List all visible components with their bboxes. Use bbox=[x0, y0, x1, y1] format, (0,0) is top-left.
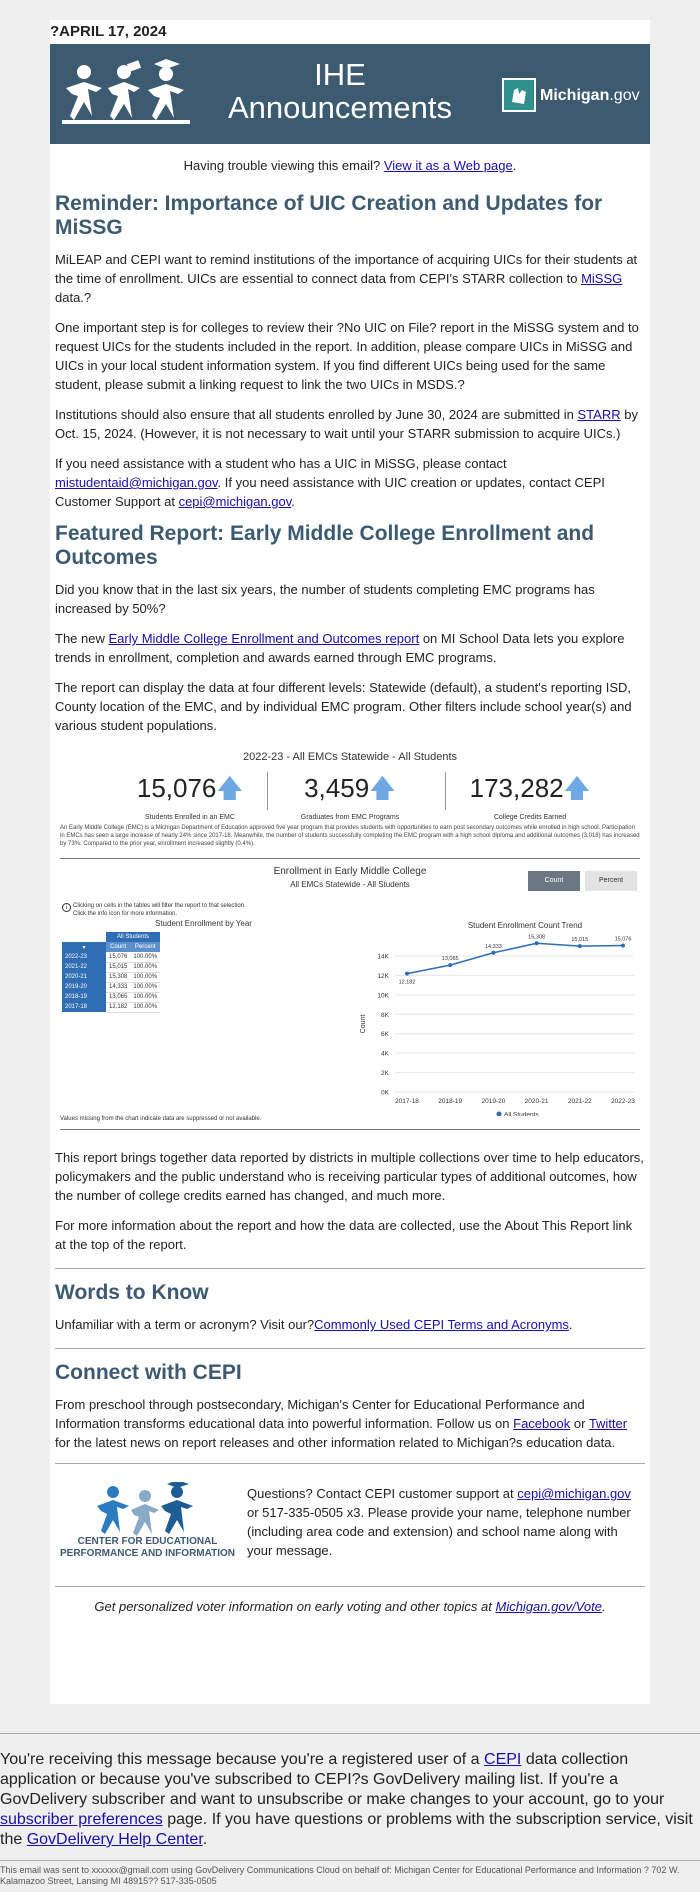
row-year: 2022-23 bbox=[62, 952, 106, 962]
kpi-graduates: 3,459🡅 Graduates from EMC Programs bbox=[300, 773, 400, 821]
y-tick-label: 0K bbox=[381, 1089, 389, 1097]
y-tick-label: 12K bbox=[377, 972, 389, 980]
footer-small-print: This email was sent to xxxxxx@gmail.com using GovDelivery Communications Cloud on behalf of: Michigan Center for Educational Performance and Information ? 702 W. Kalamazoo Street, Lansing MI 48915?? 517-335-0505 bbox=[0, 1865, 680, 1886]
legend-label: All Students bbox=[504, 1111, 539, 1116]
report-footnote: Values missing from the chart indicate data are suppressed or not available. bbox=[60, 1116, 262, 1122]
facebook-link[interactable]: Facebook bbox=[513, 1416, 571, 1431]
email-date: ?APRIL 17, 2024 bbox=[50, 23, 167, 40]
data-point bbox=[578, 944, 582, 948]
x-tick-label: 2021-22 bbox=[567, 1098, 592, 1105]
x-tick-label: 2018-19 bbox=[438, 1098, 463, 1105]
row-year: 2017-18 bbox=[62, 1002, 106, 1012]
table-row[interactable] bbox=[62, 972, 160, 982]
report-subsubtitle: All EMCs Statewide - All Students bbox=[290, 880, 410, 889]
row-percent: 100.00% bbox=[130, 962, 160, 972]
terms-link[interactable]: Commonly Used CEPI Terms and Acronyms bbox=[314, 1317, 569, 1332]
row-count: 15,308 bbox=[106, 972, 130, 982]
emc-report-link[interactable]: Early Middle College Enrollment and Outcomes report bbox=[108, 631, 420, 646]
info-icon[interactable]: i bbox=[62, 903, 71, 912]
y-tick-label: 14K bbox=[377, 953, 389, 961]
row-percent: 100.00% bbox=[130, 1002, 160, 1012]
banner-title-line2: Announcements bbox=[227, 90, 453, 125]
row-percent: 100.00% bbox=[130, 992, 160, 1002]
count-toggle-button[interactable]: Count bbox=[528, 871, 580, 891]
banner-title-line1: IHE bbox=[314, 57, 366, 92]
percent-toggle-button[interactable]: Percent bbox=[585, 871, 637, 891]
report-subtitle: Enrollment in Early Middle College bbox=[273, 866, 427, 877]
starr-link[interactable]: STARR bbox=[577, 407, 621, 422]
main-content bbox=[55, 192, 645, 1614]
data-label: 15,015 bbox=[571, 937, 589, 944]
report-description: An Early Middle College (EMC) is a Michigan Department of Education approved five year program that provides students with opportunities to earn post secondary outcomes while enrolled in high school. Participation in EMCs has seen a large increase of nearly 24% since 2017-18. Meanwhile, the number of students successfully completing the EMC program with a high school diploma and additional outcomes (3,018) has increased by 73%. Compared to the prior year, enrollment increased slightly (0.4%). bbox=[60, 825, 640, 847]
table-title: Student Enrollment by Year bbox=[155, 919, 252, 928]
trouble-viewing: Having trouble viewing this email? View it as a Web page. bbox=[183, 158, 517, 173]
divider bbox=[0, 1733, 700, 1734]
divider bbox=[55, 1268, 645, 1269]
mistudentaid-email-link[interactable]: mistudentaid@michigan.gov bbox=[55, 475, 218, 490]
web-page-link[interactable]: View it as a Web page bbox=[383, 158, 513, 173]
data-label: 15,076 bbox=[614, 936, 632, 943]
michigan-gov-text: Michigan.gov bbox=[540, 87, 640, 104]
row-count: 15,076 bbox=[106, 952, 130, 962]
data-point bbox=[535, 941, 539, 945]
data-point bbox=[448, 963, 452, 967]
report-title: 2022-23 - All EMCs Statewide - All Students bbox=[243, 751, 457, 763]
support-email-link[interactable]: cepi@michigan.gov bbox=[517, 1486, 631, 1501]
x-tick-label: 2020-21 bbox=[524, 1098, 549, 1105]
enrollment-trend-chart bbox=[353, 916, 645, 1116]
data-label: 14,333 bbox=[484, 943, 502, 950]
data-point bbox=[491, 951, 495, 955]
up-arrow-icon: 🡅 bbox=[369, 773, 396, 803]
legend-marker bbox=[497, 1112, 502, 1117]
series-line bbox=[407, 943, 623, 973]
uic-paragraph-1: MiLEAP and CEPI want to remind institutions of the importance of acquiring UICs for their students at the time of enrollment. UICs are essential to connect data from CEPI's STARR collection to MiSSG data.? bbox=[55, 252, 638, 305]
row-percent: 100.00% bbox=[130, 972, 160, 982]
emc-paragraph-5: For more information about the report and how the data are collected, use the About This Report link at the top of the report. bbox=[55, 1218, 633, 1252]
kpi-credits: 173,282🡅 College Credits Earned bbox=[469, 773, 591, 821]
col-count: Count bbox=[106, 942, 130, 952]
report-note: Clicking on cells in the tables will filter the report to that selection. Click the info icon for more information. bbox=[73, 903, 246, 917]
header-banner bbox=[50, 44, 650, 144]
y-axis-label: Count bbox=[360, 1014, 367, 1034]
row-year: 2020-21 bbox=[62, 972, 106, 982]
missg-link[interactable]: MiSSG bbox=[581, 271, 623, 286]
emc-paragraph-3: The report can display the data at four different levels: Statewide (default), a student's reporting ISD, County location of the EMC, and by individual EMC program. Other filters include school year(s) and various student populations. bbox=[55, 680, 632, 733]
table-row[interactable] bbox=[62, 962, 160, 972]
cepi-logo-text: CENTER FOR EDUCATIONAL PERFORMANCE AND INFORMATION bbox=[60, 1536, 235, 1559]
emc-paragraph-2: The new Early Middle College Enrollment and Outcomes report on MI School Data lets you explore trends in enrollment, completion and awards earned through EMC programs. bbox=[55, 631, 625, 665]
twitter-link[interactable]: Twitter bbox=[588, 1416, 628, 1431]
emc-report-image bbox=[55, 746, 645, 1136]
y-tick-label: 6K bbox=[381, 1031, 389, 1039]
x-tick-label: 2017-18 bbox=[395, 1098, 419, 1105]
row-year: 2021-22 bbox=[62, 962, 106, 972]
data-label: 12,182 bbox=[398, 979, 416, 986]
y-tick-label: 8K bbox=[381, 1011, 389, 1019]
x-tick-label: 2022-23 bbox=[611, 1098, 635, 1105]
students-logo-icon bbox=[62, 58, 192, 130]
x-tick-label: 2019-20 bbox=[481, 1098, 506, 1105]
uic-paragraph-2: One important step is for colleges to review their ?No UIC on File? report in the MiSSG system and to request UICs for the students included in the report. In addition, please compare UICs in MiSSG and UICs in your local student information system. If you find different UICs being used for the same student, please submit a linking request to link the two UICs in MSDS.? bbox=[55, 320, 639, 392]
row-count: 13,065 bbox=[106, 992, 130, 1002]
divider bbox=[55, 1586, 645, 1587]
divider bbox=[55, 1463, 645, 1464]
row-percent: 100.00% bbox=[130, 982, 160, 992]
footer-cepi-link[interactable]: CEPI bbox=[484, 1751, 522, 1768]
chart-svg bbox=[353, 916, 645, 1116]
uic-paragraph-4: If you need assistance with a student who has a UIC in MiSSG, please contact mistudentaid@michigan.gov. If you need assistance with UIC creation or updates, contact CEPI Customer Support at cepi@michigan.gov. bbox=[55, 456, 605, 509]
words-paragraph: Unfamiliar with a term or acronym? Visit our?Commonly Used CEPI Terms and Acronyms. bbox=[55, 1317, 573, 1332]
divider bbox=[0, 1860, 700, 1861]
footer-notice: You're receiving this message because you're a registered user of a CEPI data collection application or because you've subscribed to CEPI?s GovDelivery mailing list. If you're a GovDelivery subscriber and want to unsubscribe or make changes to your account, go to your subscriber preferences page. If you have questions or problems with the subscription service, visit the GovDelivery Help Center. bbox=[0, 1751, 693, 1848]
govdelivery-help-link[interactable]: GovDelivery Help Center bbox=[26, 1831, 203, 1848]
data-label: 15,308 bbox=[528, 934, 546, 941]
sort-icon[interactable]: ▾ bbox=[62, 942, 106, 952]
row-year: 2019-20 bbox=[62, 982, 106, 992]
banner-title bbox=[215, 58, 465, 124]
contact-block bbox=[55, 1476, 645, 1586]
email-body bbox=[50, 20, 650, 1704]
divider bbox=[60, 858, 640, 859]
y-tick-label: 10K bbox=[377, 992, 389, 1000]
divider bbox=[55, 1348, 645, 1349]
data-label: 13,065 bbox=[441, 956, 459, 963]
row-count: 14,333 bbox=[106, 982, 130, 992]
emc-heading: Featured Report: Early Middle College Enrollment and Outcomes bbox=[55, 522, 595, 569]
table-group-header: All Students bbox=[106, 932, 160, 942]
row-count: 15,015 bbox=[106, 962, 130, 972]
kpi-enrolled: 15,076🡅 Students Enrolled in an EMC bbox=[136, 773, 244, 821]
cepi-logo bbox=[55, 1476, 240, 1571]
col-percent: Percent bbox=[130, 942, 160, 952]
subscriber-preferences-link[interactable]: subscriber preferences bbox=[0, 1811, 163, 1828]
divider bbox=[60, 1129, 640, 1130]
table-row[interactable] bbox=[62, 992, 160, 1002]
michigan-map-icon bbox=[502, 78, 536, 112]
row-year: 2018-19 bbox=[62, 992, 106, 1002]
row-percent: 100.00% bbox=[130, 952, 160, 962]
connect-heading: Connect with CEPI bbox=[55, 1361, 242, 1384]
uic-heading: Reminder: Importance of UIC Creation and Updates for MiSSG bbox=[55, 192, 603, 239]
y-tick-label: 4K bbox=[381, 1050, 389, 1058]
row-count: 12,182 bbox=[106, 1002, 130, 1012]
table-row[interactable] bbox=[62, 982, 160, 992]
vote-link[interactable]: Michigan.gov/Vote bbox=[495, 1599, 602, 1614]
vote-notice: Get personalized voter information on early voting and other topics at Michigan.gov/Vote. bbox=[94, 1599, 606, 1614]
table-row[interactable] bbox=[62, 1002, 160, 1012]
michigan-gov-logo[interactable] bbox=[502, 78, 640, 112]
enrollment-table bbox=[62, 932, 160, 1013]
connect-paragraph: From preschool through postsecondary, Michigan's Center for Educational Performance and Information transforms educational data into powerful information. Follow us on Facebook or Twitter for the latest news on report releases and other information related to Michigan?s education data. bbox=[55, 1397, 628, 1450]
data-point bbox=[621, 944, 625, 948]
data-point bbox=[405, 972, 409, 976]
cepi-email-link[interactable]: cepi@michigan.gov bbox=[178, 494, 292, 509]
up-arrow-icon: 🡅 bbox=[563, 773, 591, 803]
emc-paragraph-4: This report brings together data reported by districts in multiple collections over time to help educators, policymakers and the public understand who is receiving particular types of additional outcomes, how the number of college credits earned has changed, and much more. bbox=[55, 1150, 644, 1203]
contact-text: Questions? Contact CEPI customer support at cepi@michigan.gov or 517-335-0505 x3. Please provide your name, telephone number (including area code and extension) and school name along with your message. bbox=[247, 1486, 631, 1558]
up-arrow-icon: 🡅 bbox=[216, 773, 244, 803]
chart-title: Student Enrollment Count Trend bbox=[467, 921, 583, 930]
words-heading: Words to Know bbox=[55, 1281, 209, 1304]
uic-paragraph-3: Institutions should also ensure that all students enrolled by June 30, 2024 are submitted in STARR by Oct. 15, 2024. (However, it is not necessary to wait until your STARR submission to acquire UICs.) bbox=[55, 407, 638, 441]
y-tick-label: 2K bbox=[381, 1070, 389, 1078]
cepi-figures-icon bbox=[85, 1482, 205, 1537]
emc-paragraph-1: Did you know that in the last six years, the number of students completing EMC programs has increased by 50%? bbox=[55, 582, 595, 616]
table-row[interactable] bbox=[62, 952, 160, 962]
